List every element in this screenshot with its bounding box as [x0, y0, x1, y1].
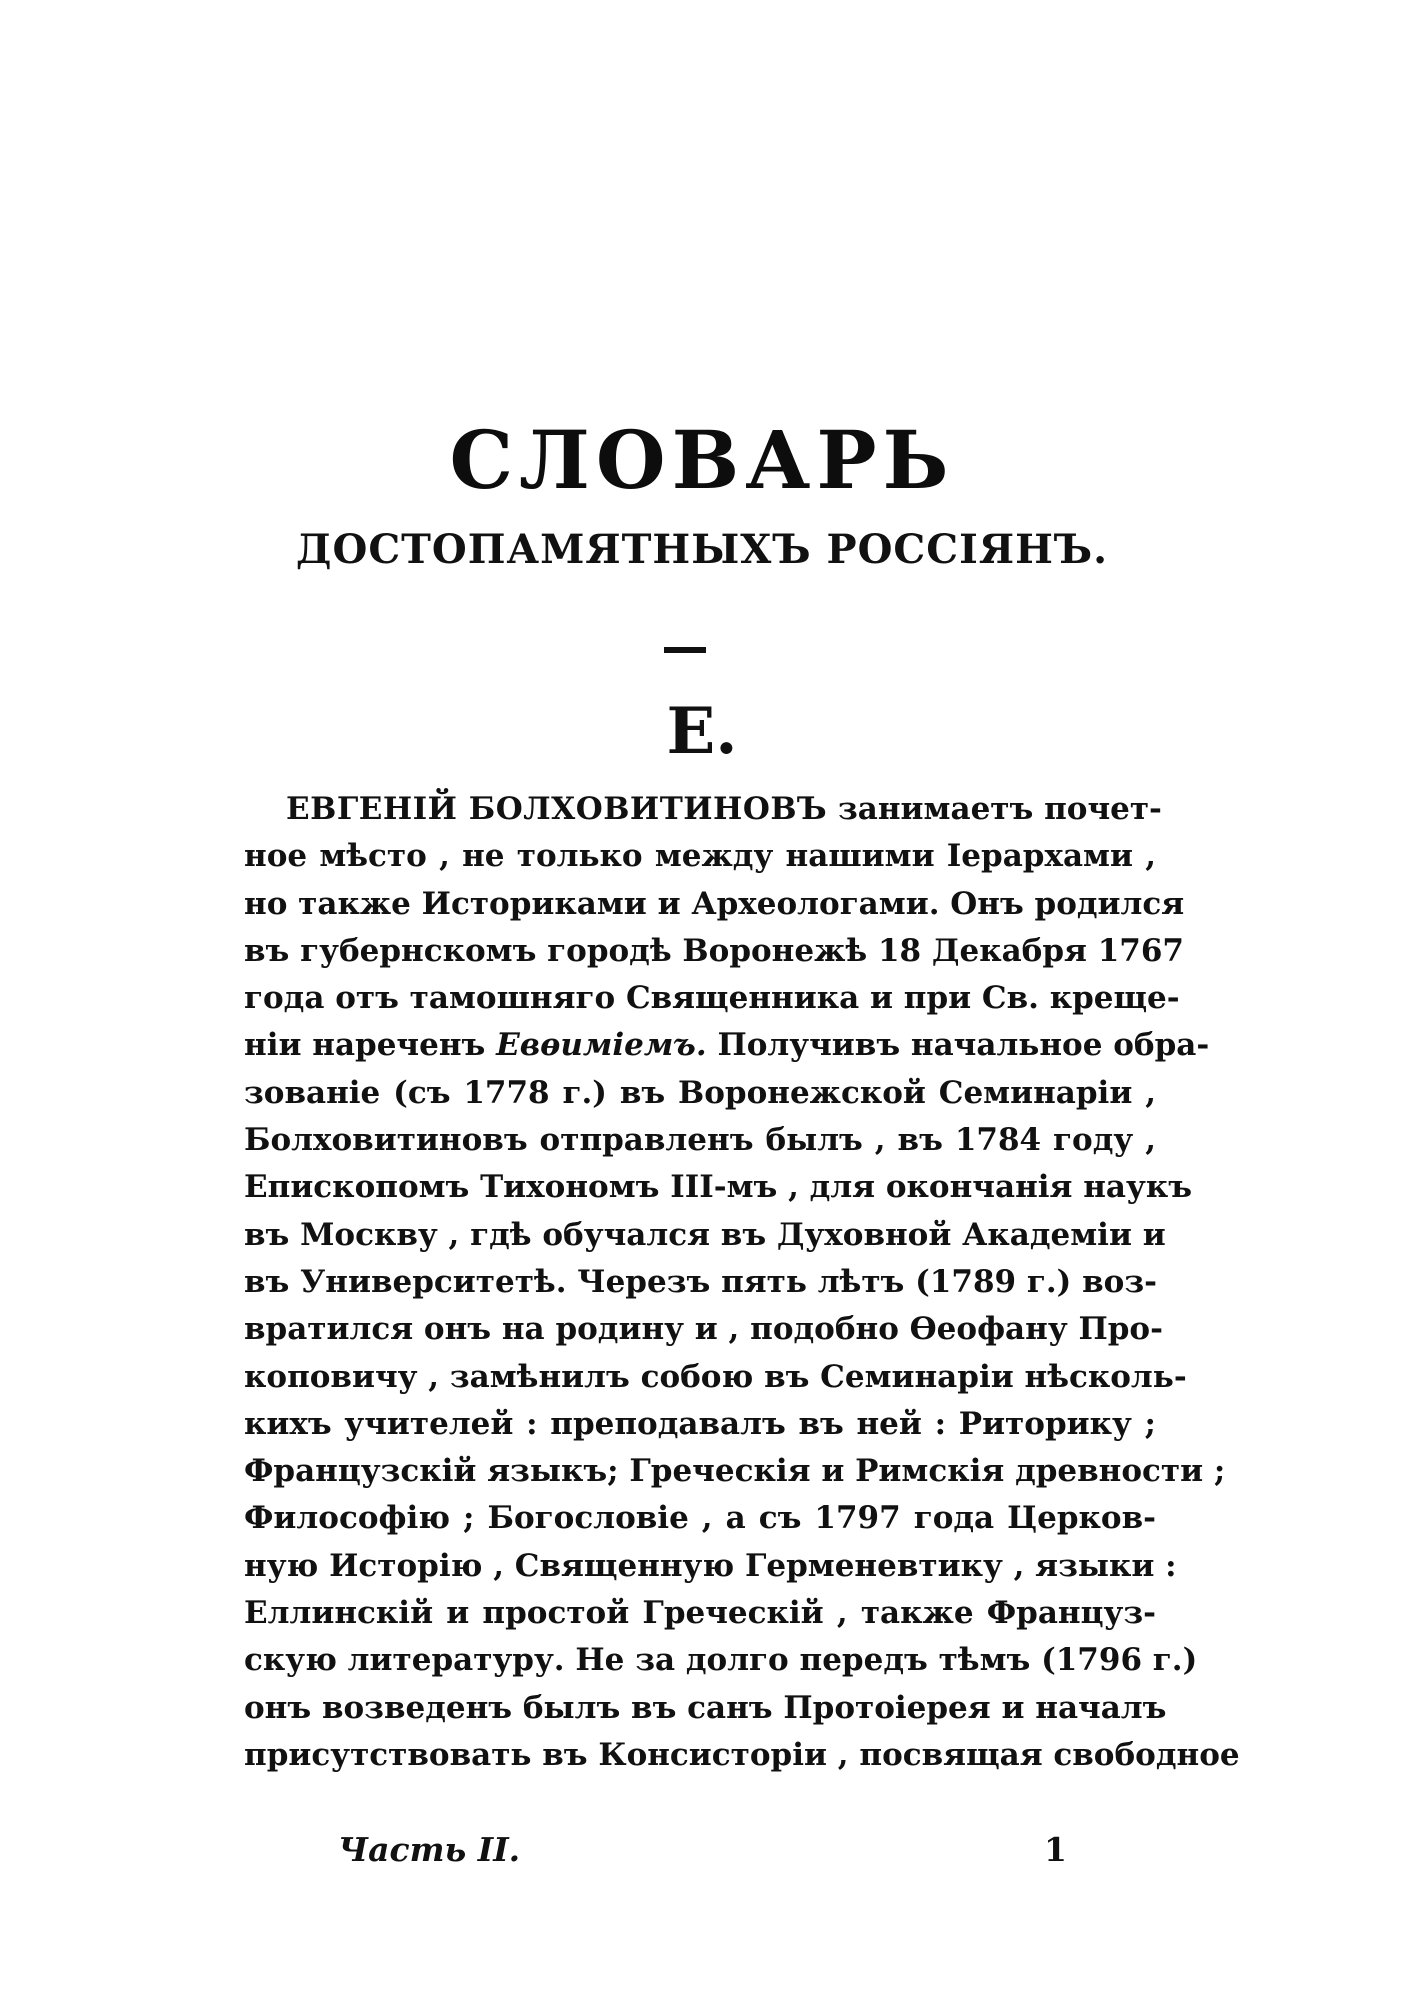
- text-line: скую литературу. Не за долго передъ тѣмъ (1796 г.): [244, 1642, 1198, 1679]
- volume-part: Часть II.: [338, 1830, 521, 1869]
- divider-rule: [664, 647, 706, 653]
- text-line: онъ возведенъ былъ въ санъ Протоіерея и началъ: [244, 1689, 1167, 1726]
- text-line: въ Университетѣ. Черезъ пять лѣтъ (1789 г.) воз-: [244, 1263, 1157, 1300]
- book-subtitle: ДОСТОПАМЯТНЫХЪ РОССІЯНЪ.: [295, 526, 1109, 573]
- text-line: года отъ тамошняго Священника и при Св. креще-: [244, 980, 1180, 1017]
- book-title: СЛОВАРЬ: [449, 413, 955, 507]
- text-line: ное мѣсто , не только между нашими Іерархами ,: [244, 838, 1156, 875]
- page-footer: [0, 1830, 1404, 1880]
- page-number: 1: [1044, 1830, 1067, 1869]
- text-line: Епископомъ Тихономъ III-мъ , для окончанія наукъ: [244, 1169, 1193, 1206]
- text-line-baptism: [244, 1022, 1210, 1069]
- text-line: коповичу , замѣнилъ собою въ Семинаріи нѣсколь-: [244, 1358, 1187, 1395]
- text-line: но также Историками и Археологами. Онъ родился: [244, 885, 1185, 922]
- text-line: Болховитиновъ отправленъ былъ , въ 1784 году ,: [244, 1122, 1156, 1159]
- text-fragment: ніи нареченъ: [244, 1027, 486, 1064]
- text-line: кихъ учителей : преподавалъ въ ней : Риторику ;: [244, 1405, 1156, 1442]
- section-letter: Е.: [666, 694, 738, 769]
- baptismal-name: Евѳиміемъ.: [496, 1027, 707, 1064]
- text-line: въ губернскомъ городѣ Воронежѣ 18 Декабря 1767: [244, 932, 1184, 969]
- text-line: зованіе (съ 1778 г.) въ Воронежской Семинаріи ,: [244, 1074, 1156, 1111]
- text-line: Философію ; Богословіе , а съ 1797 года Церков-: [244, 1500, 1156, 1537]
- text-line: присутствовать въ Консисторіи , посвящая свободное: [244, 1736, 1240, 1773]
- text-line: въ Москву , гдѣ обучался въ Духовной Академіи и: [244, 1216, 1166, 1253]
- text-line: вратился онъ на родину и , подобно Ѳеофану Про-: [244, 1311, 1163, 1348]
- entry-name: ЕВГЕНІЙ БОЛХОВИТИНОВЪ: [286, 791, 828, 827]
- entry-first-line: [244, 786, 1162, 833]
- entry-body: [244, 786, 1240, 1779]
- text-fragment: Получивъ начальное обра-: [717, 1027, 1210, 1064]
- text-line: Еллинскій и простой Греческій , также Француз-: [244, 1595, 1156, 1632]
- text-line: Французскій языкъ; Греческія и Римскія древности ;: [244, 1453, 1226, 1490]
- text-line: ную Исторію , Священную Герменевтику , языки :: [244, 1547, 1177, 1584]
- entry-first-line-rest: занимаетъ почет-: [838, 791, 1162, 827]
